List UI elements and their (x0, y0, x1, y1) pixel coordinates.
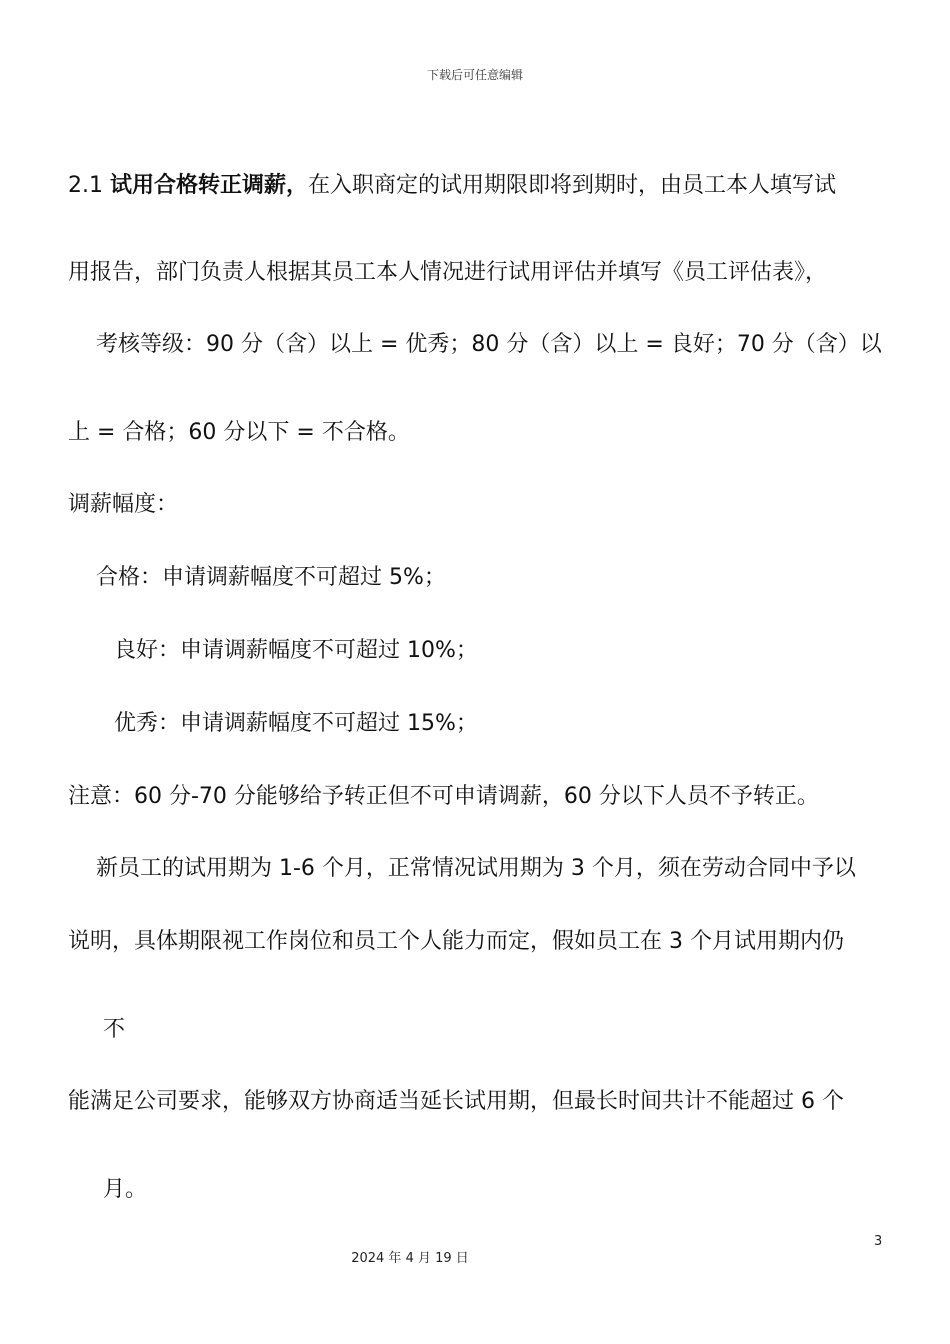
header-note: 下载后可任意编辑 (426, 68, 523, 82)
grade-line-1: 考核等级：90 分（含）以上 = 优秀；80 分（含）以上 = 良好；70 分（含）以 (96, 332, 882, 357)
paragraph-trial-line-2: 用报告，部门负责人根据其员工本人情况进行试用评估并填写《员工评估表》， (68, 260, 828, 285)
probation-line-5: 月。 (103, 1177, 148, 1202)
raise-title: 调薪幅度： (68, 492, 179, 517)
raise-pass: 合格：申请调薪幅度不可超过 5%； (96, 565, 446, 590)
raise-excellent: 优秀：申请调薪幅度不可超过 15%； (114, 711, 478, 736)
page-number: 3 (874, 1234, 883, 1249)
probation-line-1: 新员工的试用期为 1-6 个月，正常情况试用期为 3 个月，须在劳动合同中予以 (96, 856, 856, 881)
probation-line-4: 能满足公司要求，能够双方协商适当延长试用期，但最长时间共计不能超过 6 个 (68, 1089, 844, 1114)
raise-good: 良好：申请调薪幅度不可超过 10%； (114, 638, 478, 663)
grade-line-2: 上 = 合格；60 分以下 = 不合格。 (68, 420, 410, 445)
paragraph-trial-line-1 (68, 171, 836, 201)
footer-date: 2024 年 4 月 19 日 (351, 1251, 469, 1266)
note-line: 注意：60 分-70 分能够给予转正但不可申请调薪，60 分以下人员不予转正。 (68, 784, 819, 809)
section-heading: 试用合格转正调薪， (109, 173, 308, 198)
paragraph-text: 在入职商定的试用期限即将到期时，由员工本人填写试 (308, 173, 837, 198)
probation-line-3: 不 (103, 1017, 126, 1042)
probation-line-2: 说明，具体期限视工作岗位和员工个人能力而定，假如员工在 3 个月试用期内仍 (68, 929, 844, 954)
section-number: 2.1 (68, 173, 110, 198)
